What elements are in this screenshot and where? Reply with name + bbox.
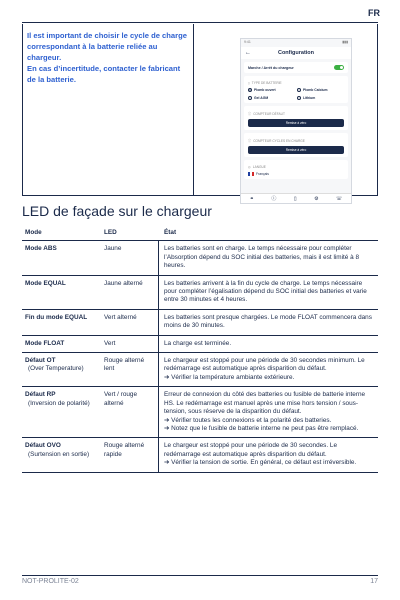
table-row [22,336,378,353]
led-text: Jaune alterné [104,279,143,287]
battery-option[interactable] [248,96,295,100]
phone-status-time: 9:41 [244,40,251,44]
led-cell [102,310,159,335]
state-cell [159,241,378,274]
language-label: LANGUE [252,165,266,169]
mode-subtitle: (Surtension en sortie) [28,450,90,458]
mode-cell [22,241,102,274]
info-icon[interactable]: ⓘ [271,196,277,202]
state-cell [159,387,378,437]
state-cell [159,310,378,335]
led-cell [102,241,159,274]
link-icon[interactable]: ⚭ [249,195,254,202]
battery-option-label: Lithium [303,96,316,100]
settings-icon[interactable]: ⚙ [314,195,319,202]
charger-toggle-label: Marche / Arrêt du chargeur [248,65,294,70]
battery-type-label: TYPE DE BATTERIE [251,81,282,85]
mode-name: Défaut OVO [25,442,61,450]
cycle-counter-label: COMPTEUR CYCLES EN CHARGE [253,138,305,143]
mode-subtitle: (Over Temperature) [28,365,84,373]
led-text: Rouge alterné [104,357,145,365]
led-text: Jaune [104,245,122,253]
state-action-text: ➔ Vérifier la température ambiante extérieure. [164,373,295,381]
led-cell [102,353,159,386]
state-text: Les batteries sont en charge. Le temps nécessaire pour compléter l’Absorption dépend du SOC initial des batteries, mais il est limité à 8 heures. [164,245,360,270]
table-row [22,276,378,310]
cycle-counter-card [244,133,348,157]
phone-title: Configuration [277,50,315,56]
led-cell [102,387,159,437]
fault-counter-card [244,106,348,130]
battery-option-label: Plomb Calcium [303,88,328,92]
fault-counter-label: COMPTEUR DÉFAUT [253,111,285,116]
column-header-state: État [164,229,177,236]
language-card [244,160,348,179]
reset-fault-counter-button[interactable]: Remise à zéro [248,119,344,127]
phone-icon[interactable]: ☏ [336,195,343,202]
battery-option[interactable] [297,88,344,92]
led-cell [102,438,159,471]
counter-icon: ⓘ [248,112,252,116]
led-cell [102,336,159,352]
mode-subtitle: (Inversion de polarité) [28,399,90,407]
table-row [22,387,378,438]
battery-option-label: Gel AGM [254,96,269,100]
intro-text: Il est important de choisir le cycle de charge correspondant à la batterie reliée au chargeur. En cas d’incertitude, contacter le fabricant de la batterie. [27,31,187,84]
state-action-text: ➔ Vérifier toutes les connexions et la polarité des batteries. [164,416,332,424]
flag-fr-icon [248,172,254,176]
mode-cell [22,276,102,309]
radio-icon [297,96,301,100]
radio-selected-icon [248,88,252,92]
state-text: La charge est terminée. [164,339,232,347]
battery-option-label: Plomb ouvert [254,88,276,92]
led-text: Vert alterné [104,313,137,321]
state-text: Le chargeur est stoppé pour une période de 30 secondes minimum. Le redémarrage est automatique après disparition du défaut. [164,357,365,373]
state-text: Les batteries sont presque chargées. Le mode FLOAT commencera dans moins de 30 minutes. [164,313,372,330]
charger-toggle-card [244,62,348,73]
mode-name: Mode FLOAT [25,339,65,347]
mode-cell [22,353,102,386]
footer-rule [22,575,378,576]
table-row [22,438,378,472]
led-text: rapide [104,450,122,458]
led-text: alterné [104,399,124,407]
battery-option[interactable] [248,88,295,92]
column-header-led: LED [104,229,117,236]
phone-bottom-nav [241,193,351,203]
mode-name: Fin du mode EQUAL [25,313,88,321]
state-cell [159,353,378,386]
intro-box [22,24,378,202]
page-number: 17 [370,578,378,585]
state-cell [159,438,378,471]
led-text: lent [104,365,115,373]
led-table [22,226,378,473]
state-action-text: ➔ Notez que le fusible de batterie interne ne peut pas être remplacé. [164,424,359,432]
mode-name: Mode ABS [25,245,57,253]
document-code: NOT-PROLITE-02 [22,578,79,585]
battery-type-card [244,76,348,103]
table-row [22,353,378,387]
phone-screenshot [240,38,352,204]
phone-status-bar [241,39,351,47]
mode-name: Défaut RP [25,391,56,399]
led-text: Vert / rouge [104,391,138,399]
language-select[interactable] [248,172,344,176]
led-text: Rouge alterné [104,442,145,450]
mode-name: Défaut OT [25,357,56,365]
state-text: Erreur de connexion du côté des batteries ou fusible de batterie interne HS. Le redémarrage est manuel après une mise hors tension / sous-tension, sous réserve de la disparition du défaut. [164,391,366,416]
table-row [22,241,378,275]
state-text: Les batteries arrivent à la fin du cycle de charge. Le temps nécessaire pour compléter l’égalisation dépend du SOC initial des batteries et varie entre 30 minutes et 4 heures. [164,279,367,304]
intro-divider [193,24,194,195]
state-cell [159,276,378,309]
battery-option[interactable] [297,96,344,100]
top-rule [22,22,378,23]
radio-icon [297,88,301,92]
table-row [22,310,378,336]
mode-cell [22,438,102,471]
mode-cell [22,387,102,437]
mode-cell [22,336,102,352]
table-header-row [22,226,378,241]
battery-icon: ▯ [248,81,250,85]
reset-cycle-counter-button[interactable]: Remise à zéro [248,146,344,154]
led-cell [102,276,159,309]
state-action-text: ➔ Vérifier la tension de sortie. En général, ce défaut est irréversible. [164,459,357,467]
state-text: Le chargeur est stoppé pour une période de 30 secondes. Le redémarrage est automatique après disparition du défaut. [164,442,338,458]
mode-cell [22,310,102,335]
language-code: FR [368,8,380,18]
back-arrow-icon[interactable]: ← [245,50,251,56]
column-header-mode: Mode [25,229,42,236]
battery-icon[interactable]: ▯ [293,195,297,202]
language-value: Français [256,172,270,176]
charger-toggle[interactable] [334,65,344,70]
phone-status-indicators: ▮▮▮ [342,40,348,44]
led-text: Vert [104,339,116,347]
globe-icon: ◎ [248,165,251,169]
radio-icon [248,96,252,100]
counter-icon: ⓘ [248,139,252,143]
phone-header [241,47,351,59]
section-title: LED de façade sur le chargeur [22,203,212,219]
table-body [22,241,378,472]
mode-name: Mode EQUAL [25,279,66,287]
state-cell [159,336,378,352]
